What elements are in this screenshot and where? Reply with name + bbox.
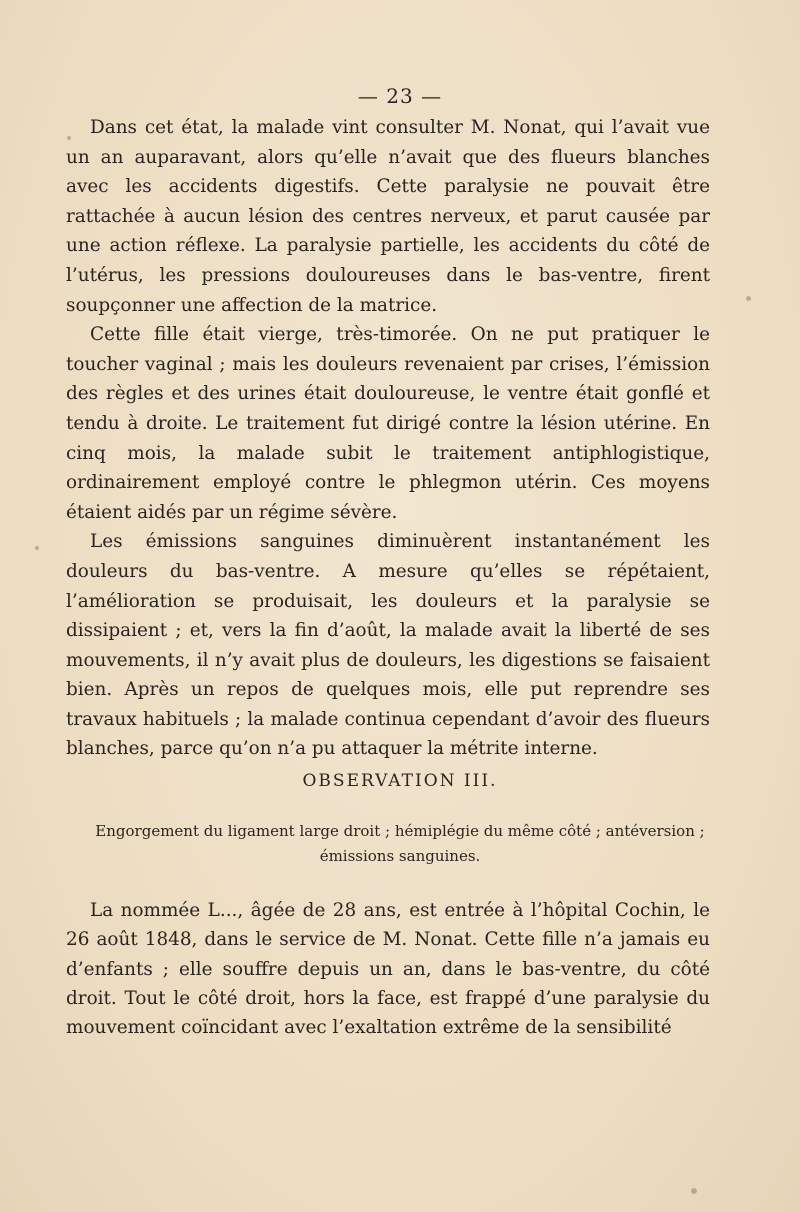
paper-speck bbox=[35, 546, 39, 550]
observation-subtitle: Engorgement du ligament large droit ; hémiplégie du même côté ; antéversion ; émissions sanguines. bbox=[95, 822, 705, 865]
paper-speck bbox=[67, 136, 71, 140]
page-number: — 23 — bbox=[357, 84, 443, 108]
body-text-bottom bbox=[66, 896, 710, 1042]
paper-speck bbox=[691, 1188, 697, 1194]
paragraph: Cette fille était vierge, très-timorée. On ne put pratiquer le toucher vaginal ; mais les douleurs revenaient par crises, l’émission des règles et des urines était douloureuse, le ventre était gonflé et tendu à droite. Le traitement fut dirigé contre la lésion utérine. En cinq mois, la malade subit le traitement antiphlogistique, ordinairement employé contre le phlegmon utérin. Ces moyens étaient aidés par un régime sévère. bbox=[66, 324, 710, 523]
paragraph: La nommée L..., âgée de 28 ans, est entrée à l’hôpital Cochin, le 26 août 1848, dans le service de M. Nonat. Cette fille n’a jamais eu d’enfants ; elle souffre depuis un an, dans le bas-ventre, du côté droit. Tout le côté droit, hors la face, est frappé d’une paralysie du mouvement coïncidant avec l’exaltation extrême de la sensibilité bbox=[66, 900, 710, 1039]
body-text-top bbox=[66, 113, 710, 764]
paper-speck bbox=[746, 296, 751, 301]
observation-title: OBSERVATION III. bbox=[302, 771, 498, 791]
paragraph: Les émissions sanguines diminuèrent instantanément les douleurs du bas-ventre. A mesure qu’elles se répétaient, l’amélioration se produisait, les douleurs et la paralysie se dissipaient ; et, vers la fin d’août, la malade avait la liberté de ses mouvements, il n’y avait plus de douleurs, les digestions se faisaient bien. Après un repos de quelques mois, elle put reprendre ses travaux habituels ; la malade continua cependant d’avoir des flueurs blanches, parce qu’on n’a pu attaquer la métrite interne. bbox=[66, 531, 710, 760]
paragraph: Dans cet état, la malade vint consulter M. Nonat, qui l’avait vue un an auparavant, alors qu’elle n’avait que des flueurs blanches avec les accidents digestifs. Cette paralysie ne pouvait être rattachée à aucun lésion des centres nerveux, et parut causée par une action réflexe. La paralysie partielle, les accidents du côté de l’utérus, les pressions douloureuses dans le bas-ventre, firent soupçonner une affection de la matrice. bbox=[66, 117, 710, 316]
